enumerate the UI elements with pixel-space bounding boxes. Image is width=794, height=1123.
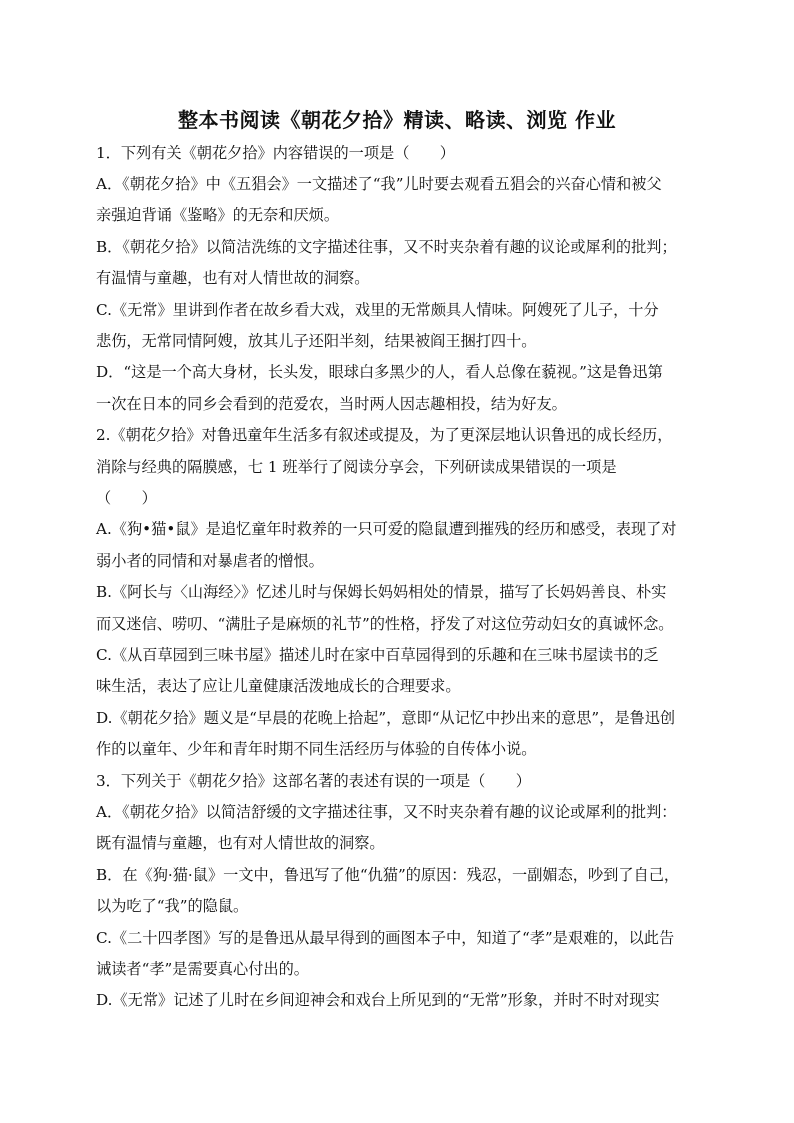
q1-option-a-line-2: 亲强迫背诵《鉴略》的无奈和厌烦。	[96, 206, 339, 224]
q3-option-a-line-1: A．《朝花夕拾》以简洁舒缓的文字描述往事，又不时夹杂着有趣的议论或犀利的批判：	[96, 803, 677, 821]
q2-option-b-line-2: 而又迷信、唠叨、“满肚子是麻烦的礼节”的性格，抒发了对这位劳动妇女的真诚怀念。	[96, 615, 674, 633]
q1-option-d-line-1: D．“这是一个高大身材，长头发，眼球白多黑少的人，看人总像在藐视。”这是鲁迅第	[96, 363, 663, 381]
q2-option-c-line-2: 味生活，表达了应让儿童健康活泼地成长的合理要求。	[96, 677, 461, 695]
q3-option-b-line-2: 以为吃了“我”的隐鼠。	[96, 897, 249, 915]
q3-option-a-line-2: 既有温情与童趣，也有对人情世故的洞察。	[96, 834, 385, 852]
question-2-stem-line-1: 2.《朝花夕拾》对鲁迅童年生活多有叙述或提及，为了更深层地认识鲁迅的成长经历，	[96, 426, 673, 444]
q1-option-b-line-1: B．《朝花夕拾》以简洁洗练的文字描述往事，又不时夹杂着有趣的议论或犀利的批判；	[96, 238, 677, 256]
q3-option-b-line-1: B．在《狗·猫·鼠》一文中，鲁迅写了他“仇猫”的原因：残忍，一副媚态，吵到了自己，	[96, 866, 680, 884]
q2-option-a-line-2: 弱小者的同情和对暴虐者的憎恨。	[96, 552, 324, 570]
question-3-stem: 3．下列关于《朝花夕拾》这部名著的表述有误的一项是（ ）	[96, 772, 531, 790]
q3-option-c-line-1: C.《二十四孝图》写的是鲁迅从最早得到的画图本子中，知道了“孝”是艰难的，以此告	[96, 929, 675, 947]
q1-option-b-line-2: 有温情与童趣，也有对人情世故的洞察。	[96, 269, 370, 287]
q2-option-d-line-1: D.《朝花夕拾》题义是“早晨的花晚上拾起”，意即“从记忆中抄出来的意思”，是鲁迅创	[96, 709, 676, 727]
q1-option-c-line-2: 悲伤，无常同情阿嫂，放其儿子还阳半刻，结果被阎王捆打四十。	[96, 332, 537, 350]
page-title: 整本书阅读《朝花夕拾》精读、略读、浏览 作业	[178, 108, 616, 132]
q1-option-c-line-1: C.《无常》里讲到作者在故乡看大戏，戏里的无常颇具人情味。阿嫂死了儿子，十分	[96, 301, 659, 319]
q2-option-c-line-1: C.《从百草园到三味书屋》描述儿时在家中百草园得到的乐趣和在三味书屋读书的乏	[96, 646, 659, 664]
q1-option-d-line-2: 一次在日本的同乡会看到的范爱农，当时两人因志趣相投，结为好友。	[96, 395, 567, 413]
q1-option-a-line-1: A．《朝花夕拾》中《五猖会》一文描述了“我”儿时要去观看五猖会的兴奋心情和被父	[96, 175, 662, 193]
q3-option-c-line-2: 诫读者“孝”是需要真心付出的。	[96, 960, 309, 978]
question-2-answer-blank: （ ）	[96, 489, 157, 507]
q2-option-a-line-1: A.《狗•猫•鼠》是追忆童年时救养的一只可爱的隐鼠遭到摧残的经历和感受，表现了对	[96, 520, 677, 538]
q3-option-d-line-1: D.《无常》记述了儿时在乡间迎神会和戏台上所见到的“无常”形象，并时不时对现实	[96, 991, 660, 1009]
question-1-stem: 1．下列有关《朝花夕拾》内容错误的一项是（ ）	[96, 144, 455, 162]
q2-option-b-line-1: B.《阿长与〈山海经〉》忆述儿时与保姆长妈妈相处的情景，描写了长妈妈善良、朴实	[96, 583, 667, 601]
question-2-stem-line-2: 消除与经典的隔膜感，七 1 班举行了阅读分享会，下列研读成果错误的一项是	[96, 458, 617, 476]
q2-option-d-line-2: 作的以童年、少年和青年时期不同生活经历与体验的自传体小说。	[96, 740, 537, 758]
